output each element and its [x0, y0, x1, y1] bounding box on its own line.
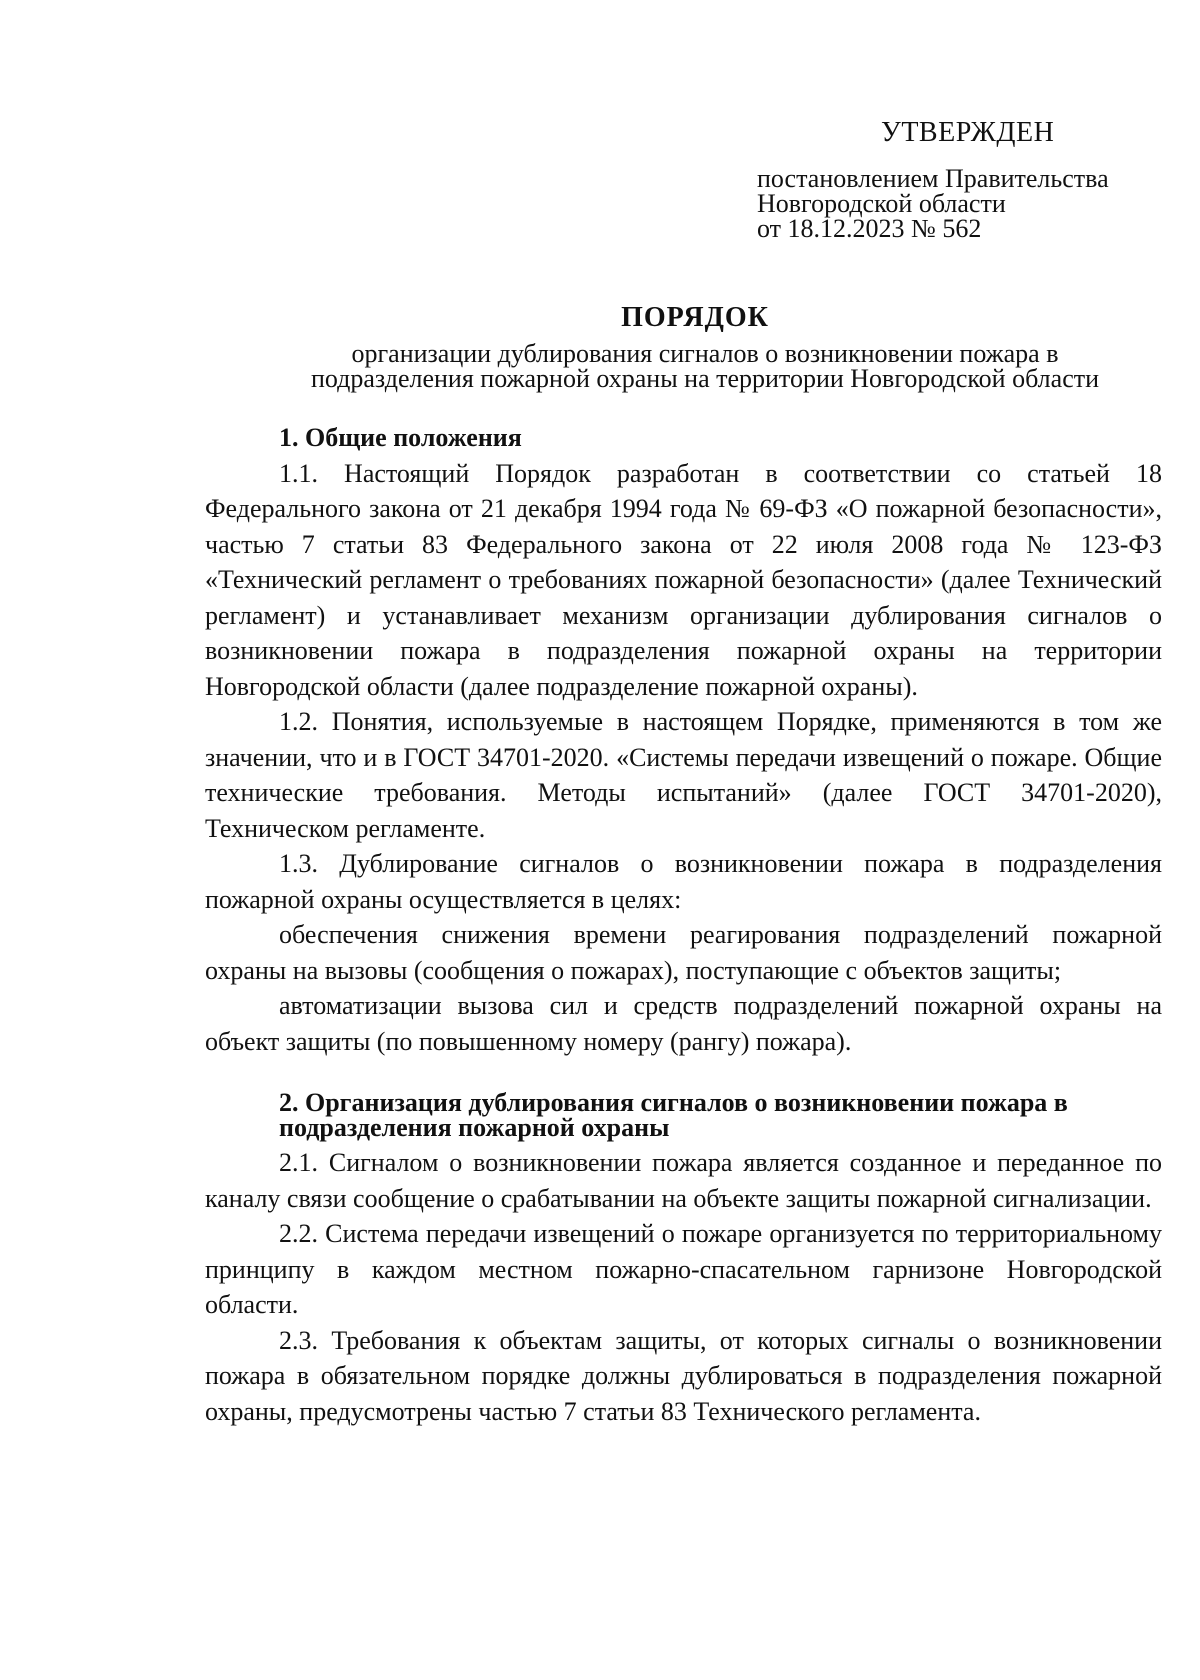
approval-line: постановлением Правительства [757, 164, 1109, 193]
approval-title: УТВЕРЖДЕН [881, 117, 1055, 148]
paragraph: 1.2. Понятия, используемые в настоящем Порядке, применяются в том же значении, что и в ГОСТ 34701-2020. «Системы передачи извещений о пожаре. Общие технические требования. Методы испытаний» (далее ГОСТ 34701-2020), Техническом регламенте. [205, 707, 1162, 843]
paragraph: обеспечения снижения времени реагирования подразделений пожарной охраны на вызовы (сообщения о пожарах), поступающие с объектов защиты; [205, 920, 1162, 985]
paragraph: 1.1. Настоящий Порядок разработан в соответствии со статьей 18 Федерального закона от 21 декабря 1994 года № 69-ФЗ «О пожарной безопасности», частью 7 статьи 83 Федерального закона от 22 июля 2008 года № 123-ФЗ «Технический регламент о требованиях пожарной безопасности» (далее Технический регламент) и устанавливает механизм организации дублирования сигналов о возникновении пожара в подразделения пожарной охраны на территории Новгородской области (далее подразделение пожарной охраны). [205, 458, 1162, 701]
document-title: ПОРЯДОК [621, 302, 769, 333]
section-2-heading-line: подразделения пожарной охраны [279, 1113, 670, 1142]
subtitle-line: организации дублирования сигналов о возникновении пожара в [351, 339, 1059, 368]
paragraph: 2.1. Сигналом о возникновении пожара является созданное и переданное по каналу связи сообщение о срабатывании на объекте защиты пожарной сигнализации. [205, 1148, 1162, 1213]
paragraph: 1.3. Дублирование сигналов о возникновении пожара в подразделения пожарной охраны осуществляется в целях: [205, 849, 1162, 914]
approval-line: от 18.12.2023 № 562 [757, 214, 982, 243]
approval-line: Новгородской области [757, 189, 1006, 218]
paragraph: 2.3. Требования к объектам защиты, от которых сигналы о возникновении пожара в обязательном порядке должны дублироваться в подразделения пожарной охраны, предусмотрены частью 7 статьи 83 Технического регламента. [205, 1325, 1162, 1426]
subtitle-line: подразделения пожарной охраны на территории Новгородской области [310, 364, 1100, 393]
approval-block [757, 117, 1157, 243]
section-1-heading: 1. Общие положения [279, 423, 522, 452]
section-2-heading-line: 2. Организация дублирования сигналов о возникновении пожара в [279, 1088, 1068, 1117]
document-body [205, 420, 1162, 1429]
document-subtitle [255, 341, 1155, 391]
paragraph: автоматизации вызова сил и средств подразделений пожарной охраны на объект защиты (по повышенному номеру (рангу) пожара). [205, 991, 1162, 1056]
section-2-heading [205, 1090, 1162, 1140]
paragraph: 2.2. Система передачи извещений о пожаре организуется по территориальному принципу в каждом местном пожарно-спасательном гарнизоне Новгородской области. [205, 1219, 1162, 1319]
